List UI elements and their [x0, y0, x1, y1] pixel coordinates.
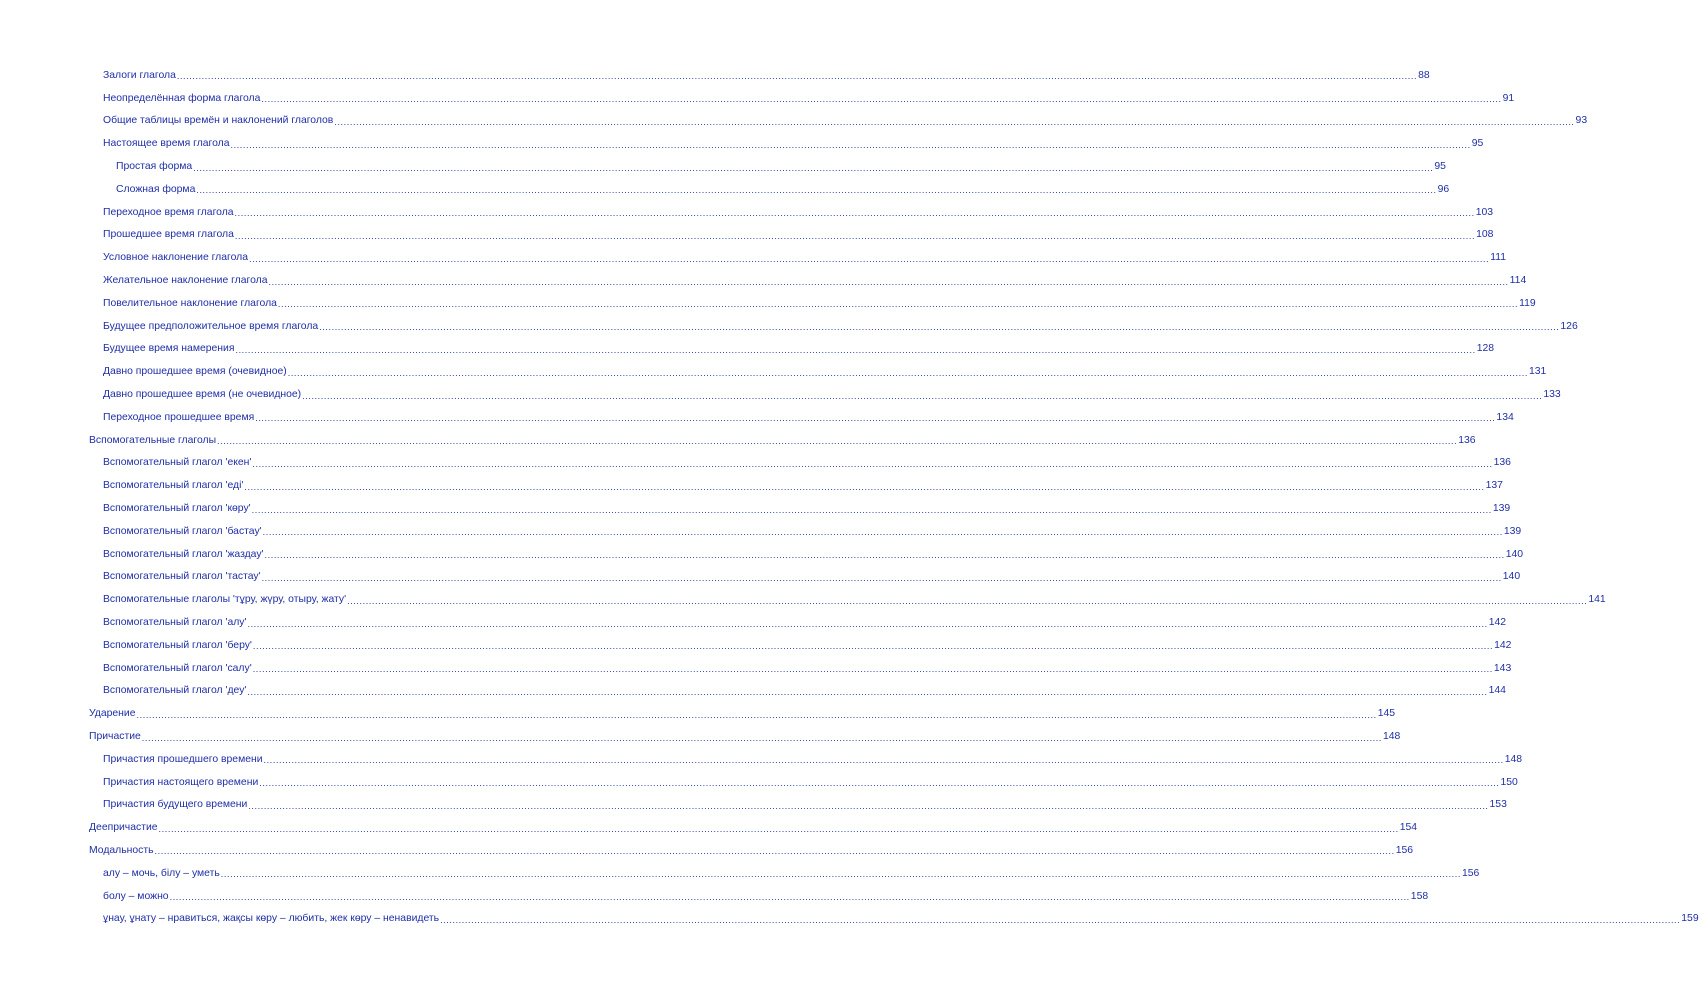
dot-leader: ................................................................................................................................................................................................................................................................................................................................................................................................................ [141, 732, 1382, 743]
toc-entry[interactable] [0, 771, 1518, 794]
dot-leader: ................................................................................................................................................................................................................................................................................................................................................................................................................ [252, 641, 1494, 652]
toc-entry[interactable] [0, 566, 1521, 589]
toc-entry[interactable] [0, 588, 1606, 611]
dot-leader: ................................................................................................................................................................................................................................................................................................................................................................................................................ [252, 664, 1493, 675]
dot-leader: ................................................................................................................................................................................................................................................................................................................................................................................................................ [347, 595, 1588, 606]
dot-leader: ................................................................................................................................................................................................................................................................................................................................................................................................................ [334, 116, 1575, 127]
toc-entry-page-number: 156 [1395, 844, 1414, 856]
toc-entry[interactable] [0, 406, 1514, 429]
toc-entry[interactable] [0, 246, 1506, 269]
toc-entry-title: Переходное прошедшее время [103, 411, 255, 423]
toc-entry-page-number: 95 [1434, 161, 1446, 173]
dot-leader: ................................................................................................................................................................................................................................................................................................................................................................................................................ [248, 253, 1490, 264]
toc-entry[interactable] [0, 680, 1506, 703]
toc-entry-title: Настоящее время глагола [103, 138, 230, 150]
toc-entry-page-number: 133 [1543, 389, 1561, 401]
toc-entry[interactable] [0, 907, 1699, 930]
toc-entry[interactable] [0, 360, 1547, 383]
toc-entry-title: Давно прошедшее время (не очевидное) [103, 389, 302, 401]
toc-entry[interactable] [0, 201, 1494, 224]
toc-entry-page-number: 103 [1475, 206, 1494, 218]
toc-entry-page-number: 93 [1575, 115, 1588, 127]
toc-entry-page-number: 88 [1418, 69, 1430, 81]
toc-entry[interactable] [0, 725, 1401, 748]
toc-entry-title: алу – мочь, білу – уметь [103, 867, 220, 879]
toc-entry-title: Причастия будущего времени [103, 799, 248, 811]
toc-entry-page-number: 137 [1485, 480, 1503, 492]
toc-entry-page-number: 156 [1462, 867, 1480, 879]
dot-leader: ................................................................................................................................................................................................................................................................................................................................................................................................................ [440, 914, 1681, 925]
toc-entry-page-number: 150 [1500, 776, 1518, 788]
toc-entry-page-number: 119 [1519, 297, 1536, 309]
toc-entry-title: Прошедшее время глагола [103, 229, 234, 241]
toc-entry[interactable] [0, 315, 1578, 338]
toc-entry-page-number: 91 [1502, 92, 1515, 104]
toc-entry-title: Переходное время глагола [103, 206, 234, 218]
toc-entry-title: Причастия прошедшего времени [103, 753, 263, 765]
dot-leader: ................................................................................................................................................................................................................................................................................................................................................................................................................ [244, 481, 1485, 492]
toc-entry-page-number: 140 [1502, 571, 1521, 583]
toc-entry-title: Простая форма [116, 161, 193, 173]
dot-leader: ................................................................................................................................................................................................................................................................................................................................................................................................................ [234, 208, 1475, 219]
toc-entry[interactable] [0, 452, 1511, 475]
dot-leader: ................................................................................................................................................................................................................................................................................................................................................................................................................ [234, 230, 1476, 241]
toc-entry-page-number: 114 [1509, 275, 1527, 287]
toc-entry[interactable] [0, 543, 1524, 566]
toc-entry-page-number: 95 [1471, 138, 1484, 150]
dot-leader: ................................................................................................................................................................................................................................................................................................................................................................................................................ [251, 504, 1492, 515]
toc-entry[interactable] [0, 269, 1527, 292]
dot-leader: ................................................................................................................................................................................................................................................................................................................................................................................................................ [158, 823, 1399, 834]
toc-entry[interactable] [0, 155, 1446, 178]
toc-entry-title: Вспомогательные глаголы 'тұру, жүру, отыру, жату' [103, 594, 347, 606]
toc-entry[interactable] [0, 839, 1414, 862]
toc-entry-title: Вспомогательный глагол 'жаздау' [103, 548, 264, 560]
toc-entry-title: Общие таблицы времён и наклонений глаголов [103, 115, 334, 127]
toc-entry-title: болу – можно [103, 890, 169, 902]
toc-entry-title: Вспомогательный глагол 'салу' [103, 662, 252, 674]
toc-entry-page-number: 148 [1504, 753, 1523, 765]
toc-entry-title: Деепричастие [89, 822, 158, 834]
toc-entry-page-number: 96 [1437, 183, 1450, 195]
dot-leader: ................................................................................................................................................................................................................................................................................................................................................................................................................ [169, 892, 1410, 903]
toc-entry[interactable] [0, 862, 1480, 885]
toc-entry[interactable] [0, 224, 1494, 247]
toc-entry-page-number: 145 [1377, 708, 1396, 720]
dot-leader: ................................................................................................................................................................................................................................................................................................................................................................................................................ [287, 367, 1528, 378]
toc-entry-page-number: 143 [1493, 662, 1512, 674]
toc-entry[interactable] [0, 429, 1476, 452]
toc-entry-page-number: 108 [1476, 229, 1494, 241]
toc-entry[interactable] [0, 748, 1523, 771]
toc-entry-page-number: 139 [1503, 525, 1522, 537]
toc-entry-page-number: 142 [1494, 639, 1512, 651]
toc-entry-title: Вспомогательный глагол 'көру' [103, 503, 251, 515]
dot-leader: ................................................................................................................................................................................................................................................................................................................................................................................................................ [263, 755, 1504, 766]
toc-entry[interactable] [0, 816, 1418, 839]
toc-entry[interactable] [0, 383, 1561, 406]
toc-entry-title: Вспомогательный глагол 'алу' [103, 617, 247, 629]
dot-leader: ................................................................................................................................................................................................................................................................................................................................................................................................................ [217, 436, 1458, 447]
toc-entry-page-number: 139 [1492, 503, 1511, 515]
dot-leader: ................................................................................................................................................................................................................................................................................................................................................................................................................ [247, 686, 1488, 697]
toc-entry[interactable] [0, 110, 1588, 133]
dot-leader: ................................................................................................................................................................................................................................................................................................................................................................................................................ [268, 276, 1509, 287]
dot-leader: ................................................................................................................................................................................................................................................................................................................................................................................................................ [319, 322, 1560, 333]
dot-leader: ................................................................................................................................................................................................................................................................................................................................................................................................................ [255, 413, 1496, 424]
toc-entry[interactable] [0, 657, 1512, 680]
toc-entry-title: ұнау, ұнату – нравиться, жақсы көру – любить, жек көру – ненавидеть [103, 913, 440, 925]
toc-entry-title: Давно прошедшее время (очевидное) [103, 366, 287, 378]
toc-entry-page-number: 111 [1490, 252, 1506, 264]
toc-entry-title: Вспомогательный глагол 'еді' [103, 480, 244, 492]
toc-entry-page-number: 128 [1476, 343, 1495, 355]
dot-leader: ................................................................................................................................................................................................................................................................................................................................................................................................................ [259, 778, 1500, 789]
dot-leader: ................................................................................................................................................................................................................................................................................................................................................................................................................ [154, 846, 1395, 857]
dot-leader: ................................................................................................................................................................................................................................................................................................................................................................................................................ [193, 162, 1434, 173]
toc-entry-title: Вспомогательные глаголы [89, 434, 217, 446]
dot-leader: ................................................................................................................................................................................................................................................................................................................................................................................................................ [136, 709, 1377, 720]
dot-leader: ................................................................................................................................................................................................................................................................................................................................................................................................................ [247, 618, 1488, 629]
toc-entry-page-number: 142 [1488, 617, 1507, 629]
dot-leader: ................................................................................................................................................................................................................................................................................................................................................................................................................ [277, 299, 1519, 310]
toc-entry-page-number: 159 [1681, 913, 1699, 925]
dot-leader: ................................................................................................................................................................................................................................................................................................................................................................................................................ [176, 71, 1418, 82]
toc-entry-title: Причастие [89, 731, 141, 742]
toc-entry[interactable] [0, 497, 1511, 520]
toc-entry-title: Вспомогательный глагол 'тастау' [103, 571, 261, 583]
toc-entry-title: Залоги глагола [103, 69, 176, 81]
toc-entry-title: Вспомогательный глагол 'бастау' [103, 525, 262, 537]
toc-entry-title: Повелительное наклонение глагола [103, 297, 277, 309]
toc-entry-title: Вспомогательный глагол 'екен' [103, 457, 252, 469]
toc-entry-title: Вспомогательный глагол 'деу' [103, 685, 247, 697]
dot-leader: ................................................................................................................................................................................................................................................................................................................................................................................................................ [248, 800, 1489, 811]
toc-entry-title: Будущее предположительное время глагола [103, 320, 319, 332]
dot-leader: ................................................................................................................................................................................................................................................................................................................................................................................................................ [262, 527, 1503, 538]
toc-entry-page-number: 126 [1560, 320, 1578, 332]
toc-entry[interactable] [0, 474, 1503, 497]
toc-entry[interactable] [0, 338, 1495, 361]
toc-entry[interactable] [0, 178, 1450, 201]
toc-entry-page-number: 136 [1458, 434, 1476, 446]
toc-entry-page-number: 158 [1410, 890, 1429, 902]
toc-entry[interactable] [0, 132, 1484, 155]
table-of-contents [0, 64, 1699, 930]
toc-entry-page-number: 141 [1588, 594, 1606, 606]
toc-entry-page-number: 134 [1496, 411, 1514, 423]
toc-entry[interactable] [0, 702, 1396, 725]
toc-entry[interactable] [0, 520, 1522, 543]
dot-leader: ................................................................................................................................................................................................................................................................................................................................................................................................................ [196, 185, 1437, 196]
toc-entry[interactable] [0, 64, 1430, 87]
toc-entry-title: Модальность [89, 844, 154, 856]
toc-entry-title: Будущее время намерения [103, 343, 235, 355]
toc-entry-title: Причастия настоящего времени [103, 776, 259, 788]
toc-entry-page-number: 136 [1493, 457, 1511, 469]
toc-entry-title: Ударение [89, 708, 136, 720]
toc-entry-page-number: 131 [1528, 366, 1547, 378]
toc-entry-title: Желательное наклонение глагола [103, 275, 268, 287]
toc-entry[interactable] [0, 794, 1507, 817]
toc-entry[interactable] [0, 292, 1536, 315]
dot-leader: ................................................................................................................................................................................................................................................................................................................................................................................................................ [264, 550, 1505, 561]
toc-entry-title: Сложная форма [116, 183, 196, 195]
dot-leader: ................................................................................................................................................................................................................................................................................................................................................................................................................ [261, 572, 1502, 583]
toc-entry[interactable] [0, 885, 1429, 908]
dot-leader: ................................................................................................................................................................................................................................................................................................................................................................................................................ [230, 139, 1471, 150]
toc-entry[interactable] [0, 611, 1507, 634]
toc-entry-page-number: 144 [1488, 685, 1506, 697]
dot-leader: ................................................................................................................................................................................................................................................................................................................................................................................................................ [261, 94, 1502, 105]
dot-leader: ................................................................................................................................................................................................................................................................................................................................................................................................................ [235, 344, 1476, 355]
toc-entry-page-number: 148 [1382, 731, 1401, 742]
toc-entry[interactable] [0, 634, 1512, 657]
toc-entry-title: Вспомогательный глагол 'беру' [103, 639, 252, 651]
toc-entry-page-number: 140 [1505, 548, 1524, 560]
dot-leader: ................................................................................................................................................................................................................................................................................................................................................................................................................ [252, 458, 1493, 469]
toc-entry-title: Условное наклонение глагола [103, 252, 248, 264]
dot-leader: ................................................................................................................................................................................................................................................................................................................................................................................................................ [302, 390, 1543, 401]
toc-entry-page-number: 154 [1399, 822, 1418, 834]
toc-entry-title: Неопределённая форма глагола [103, 92, 261, 104]
toc-entry-page-number: 153 [1489, 799, 1507, 811]
toc-entry[interactable] [0, 87, 1515, 110]
dot-leader: ................................................................................................................................................................................................................................................................................................................................................................................................................ [220, 869, 1461, 880]
